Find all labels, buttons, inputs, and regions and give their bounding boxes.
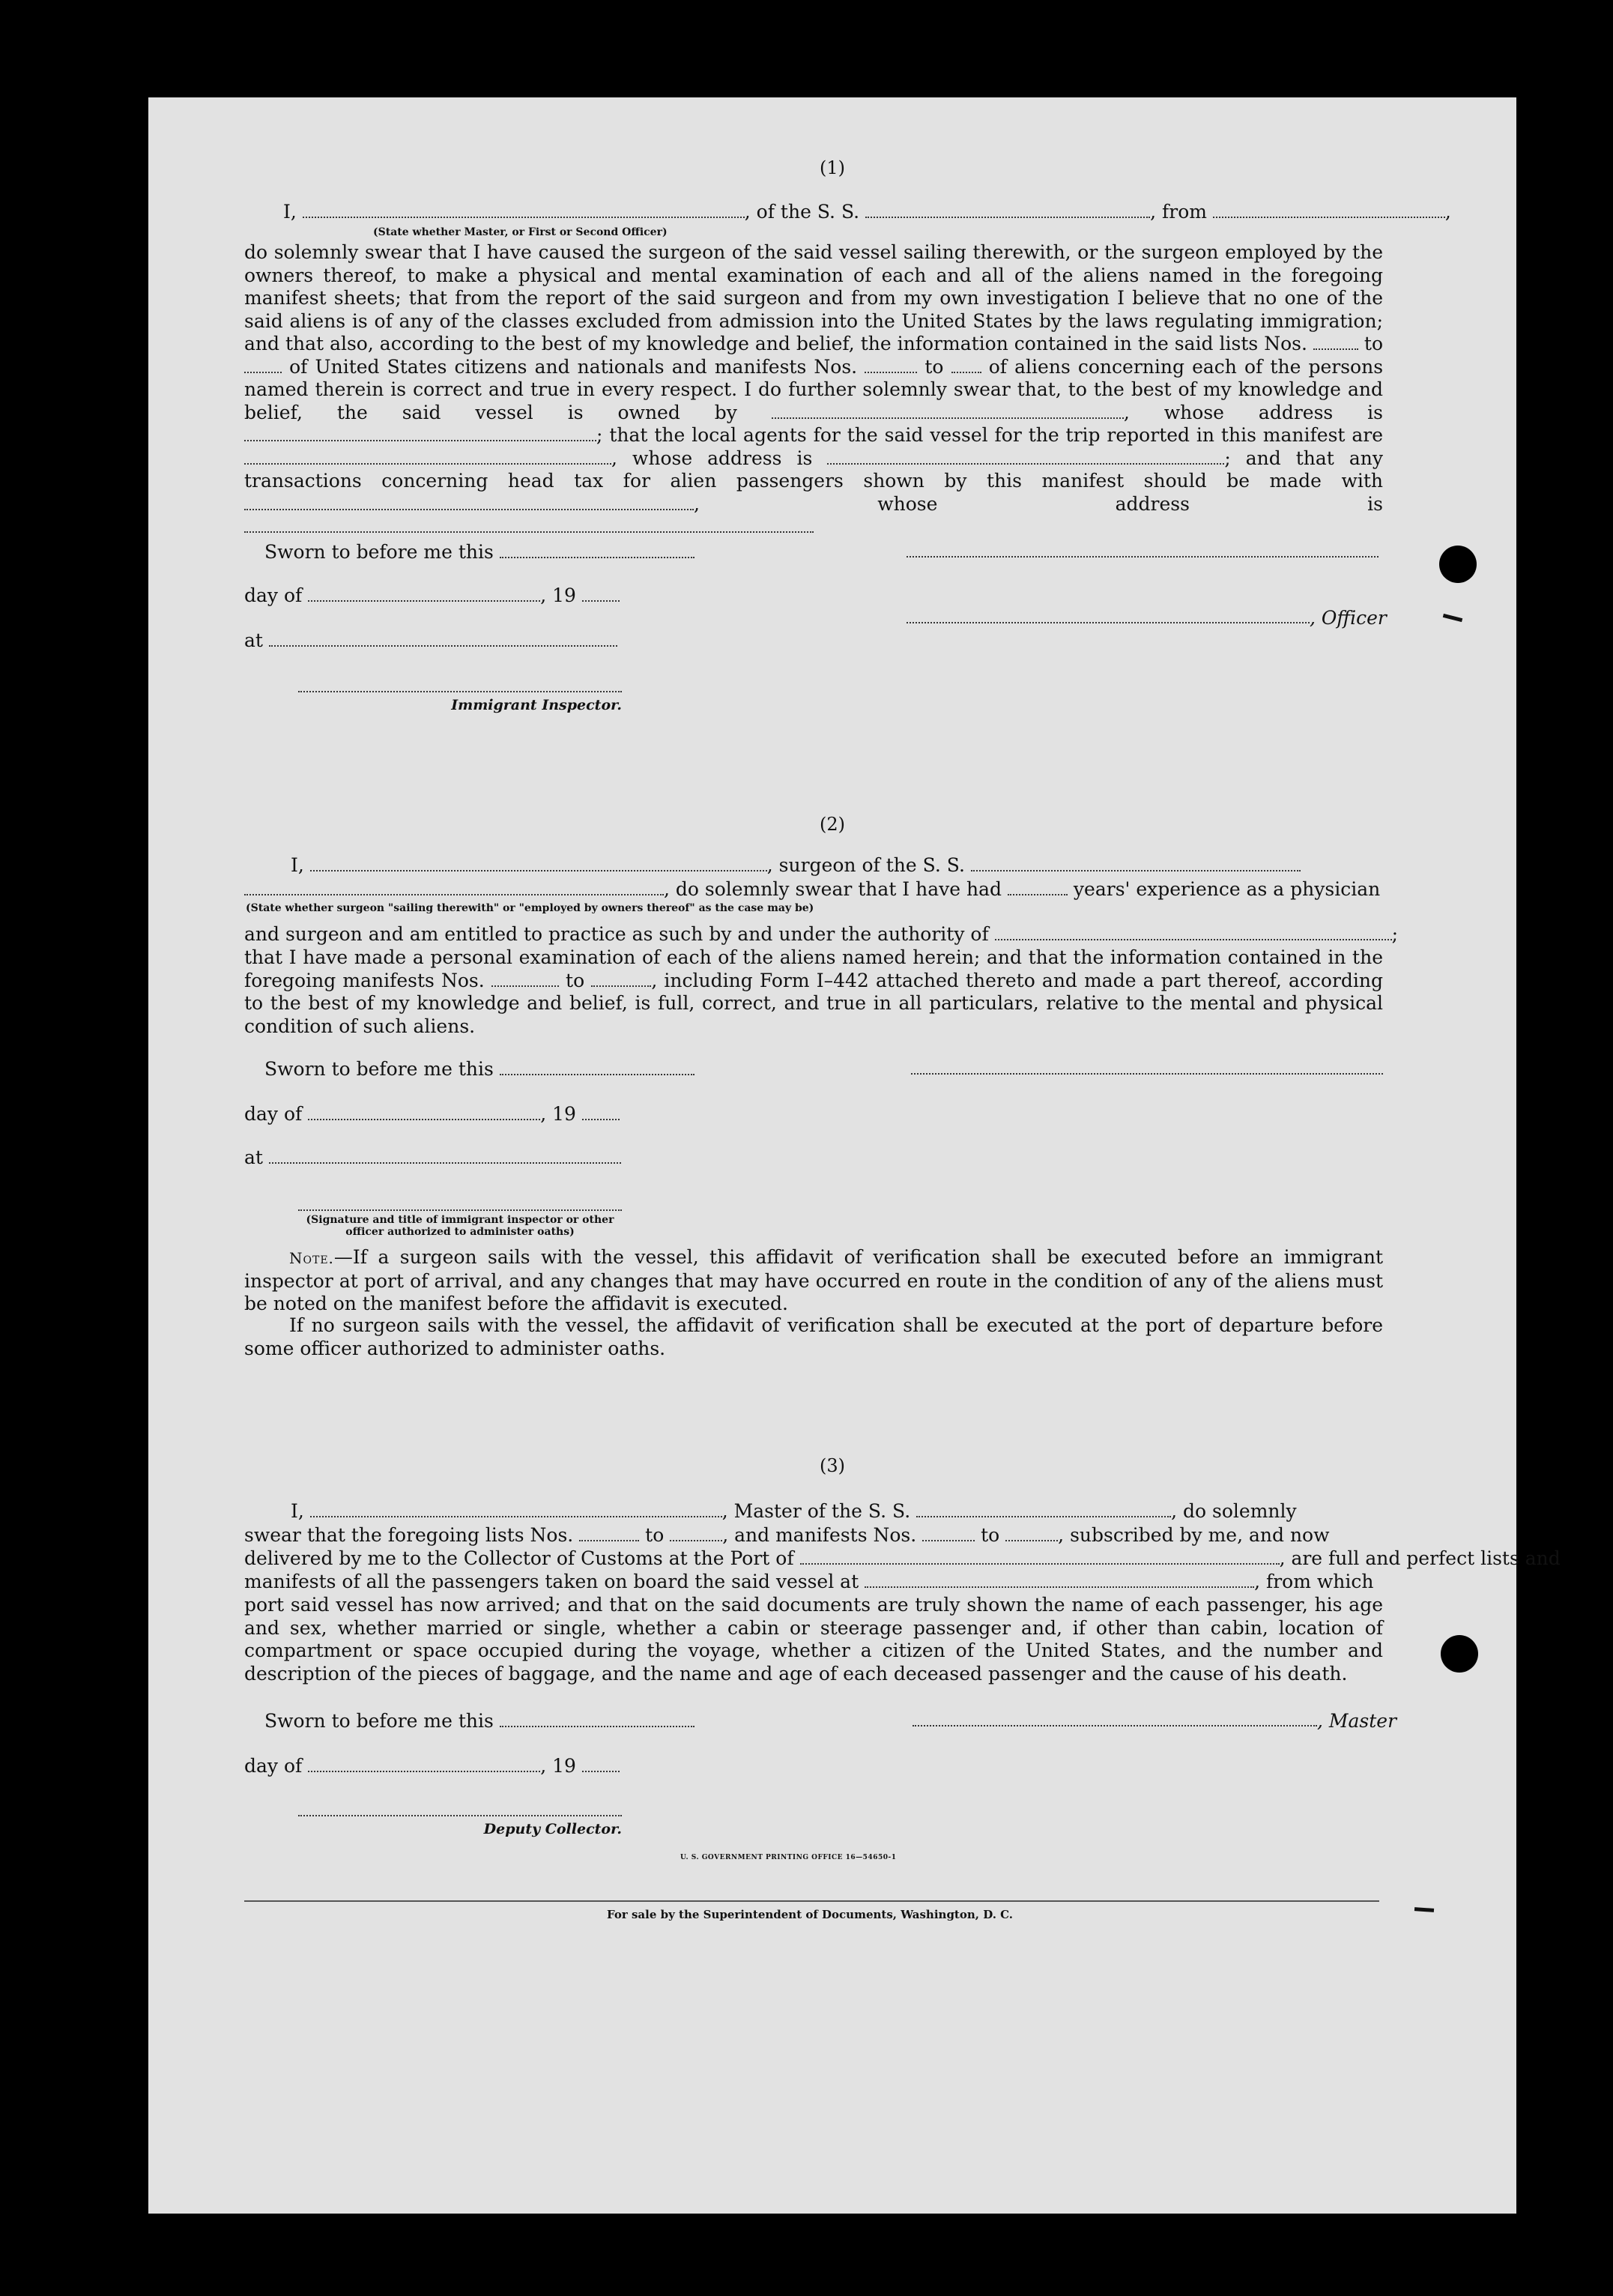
- master-label: , Master: [1317, 1710, 1397, 1732]
- footer-rule: [244, 1900, 1379, 1902]
- body-text: swear that the foregoing lists Nos.: [244, 1524, 574, 1546]
- label-surgeon-of: , surgeon of the S. S.: [766, 854, 965, 876]
- comma: ,: [1444, 201, 1451, 223]
- surgeon-subcaption: (State whether surgeon "sailing therewith" or "employed by owners thereof" as the case may be): [246, 902, 814, 914]
- label-day-of: day of: [244, 1755, 303, 1777]
- label-sworn: Sworn to before me this: [264, 1710, 494, 1732]
- manifests-from-field[interactable]: [865, 358, 917, 373]
- lists-to-field[interactable]: [244, 358, 282, 373]
- body-text: of aliens concerning each of the persons named therein is correct and true in every respect. I do further solemnly swear that, to the best of my knowledge and belief, the said vessel is owned by: [244, 355, 1384, 423]
- body-text: , including Form I–442 attached thereto and made a part thereof, according to the best of my knowledge and belief, is full, correct, and true in all particulars, relative to the mental and physical condition of such aliens.: [244, 969, 1384, 1037]
- at-place-field[interactable]: [269, 632, 617, 647]
- owner-field[interactable]: [772, 404, 1124, 419]
- headtax-contact-field[interactable]: [244, 495, 694, 510]
- sworn-date-field[interactable]: [500, 543, 694, 558]
- authority-field[interactable]: [995, 925, 1392, 940]
- body-text: , are full and perfect lists and: [1279, 1547, 1561, 1569]
- affidavit-2-body: [244, 946, 1383, 1038]
- note-text: —If a surgeon sails with the vessel, this affidavit of verification shall be executed before an immigrant inspector at port of arrival, and any changes that may have occurred en route in the condition of any of the aliens must be noted on the manifest before the affidavit is executed.: [244, 1246, 1383, 1314]
- officer-label: , Officer: [1310, 607, 1387, 629]
- label-to: to: [566, 969, 585, 991]
- scan-mark: [1414, 1907, 1434, 1912]
- year-field[interactable]: [582, 1757, 620, 1772]
- master-name-field[interactable]: [310, 1502, 722, 1517]
- body-text: that I have made a personal examination of each of the aliens named herein; and that the information contained in the foregoing manifests Nos.: [244, 946, 1383, 991]
- officer-name-field[interactable]: [303, 203, 745, 218]
- day-of-field[interactable]: [308, 1757, 540, 1772]
- body-text: , and manifests Nos.: [722, 1524, 917, 1546]
- body-text: of United States citizens and nationals and manifests Nos.: [289, 355, 858, 378]
- semicolon: ;: [1391, 923, 1399, 945]
- semicolon: ;: [596, 424, 603, 446]
- owner-address-field[interactable]: [244, 426, 596, 441]
- label-19: , 19: [540, 1755, 576, 1777]
- agents-field[interactable]: [244, 450, 611, 465]
- label-sworn: Sworn to before me this: [264, 541, 494, 563]
- body-text: years' experience as a physician: [1073, 878, 1381, 900]
- label-19: , 19: [540, 584, 576, 606]
- label-of-ss: , of the S. S.: [744, 201, 860, 223]
- vessel-name-field[interactable]: [865, 203, 1150, 218]
- lists-from-field[interactable]: [1313, 335, 1358, 350]
- label-i: I,: [291, 1500, 304, 1522]
- from-port-field[interactable]: [1213, 203, 1445, 218]
- sale-notice: For sale by the Superintendent of Documents, Washington, D. C.: [607, 1908, 1014, 1921]
- affidavit-3-body: port said vessel has now arrived; and that on the said documents are truly shown the name of each passenger, his age and sex, whether married or single, whether a cabin or steerage passenger and, if other than cabin, location of compartment or space occupied during the voyage, whether a citizen of the United States, and the number and description of the pieces of baggage, and the name and age of each deceased passenger and the cause of his death.: [244, 1594, 1383, 1685]
- body-text: manifests of all the passengers taken on board the said vessel at: [244, 1571, 859, 1592]
- body-text: , do solemnly: [1171, 1500, 1297, 1522]
- officer-title-line[interactable]: [907, 622, 1310, 623]
- body-text: , whose address is: [1123, 401, 1383, 423]
- section-number: (1): [820, 157, 845, 178]
- day-of-field[interactable]: [308, 1105, 540, 1120]
- label-at: at: [244, 629, 263, 651]
- day-of-field[interactable]: [308, 587, 540, 602]
- manifests-to-field[interactable]: [591, 972, 651, 987]
- surgeon-signature-line[interactable]: [911, 1073, 1383, 1075]
- body-text: ; and that any transactions concerning head tax for alien passengers shown by this manifest should be made with: [244, 447, 1383, 492]
- body-text: that the local agents for the said vessel for the trip reported in this manifest are: [609, 424, 1383, 446]
- section-number: (2): [820, 814, 845, 835]
- manifest-form-page: [148, 97, 1561, 2214]
- body-text: delivered by me to the Collector of Customs at the Port of: [244, 1547, 794, 1569]
- label-19: , 19: [540, 1103, 576, 1125]
- inspector-signature-line[interactable]: [298, 1209, 622, 1211]
- section-number: (3): [820, 1455, 845, 1476]
- label-day-of: day of: [244, 1103, 303, 1125]
- body-text: whose address is: [632, 447, 813, 469]
- body-text: , from which: [1254, 1571, 1374, 1592]
- agents-address-field[interactable]: [827, 450, 1224, 465]
- vessel-name-field[interactable]: [971, 857, 1301, 871]
- label-from: , from: [1150, 201, 1207, 223]
- affidavit-1-body: [244, 241, 1383, 539]
- lists-to-field[interactable]: [670, 1526, 722, 1541]
- body-text: , subscribed by me, and now: [1058, 1524, 1330, 1546]
- year-field[interactable]: [582, 587, 620, 602]
- collector-signature-line[interactable]: [298, 1815, 622, 1816]
- body-text: do solemnly swear that I have caused the surgeon of the said vessel sailing therewith, or the surgeon employed by the owners thereof, to make a physical and mental examination of each and all of the aliens named in the foregoing manifest sheets; that from the report of the said surgeon and from my own investigation I believe that no one of the said aliens is of any of the classes excluded from admission into the United States by the laws regulating immigration; and that also, according to the best of my knowledge and belief, the information contained in the said lists Nos.: [244, 241, 1383, 354]
- port-field[interactable]: [800, 1550, 1280, 1565]
- label-to: to: [1364, 333, 1384, 354]
- surgeon-type-field[interactable]: [244, 880, 664, 895]
- manifests-to-field[interactable]: [1005, 1526, 1058, 1541]
- punch-hole: [1441, 1635, 1478, 1673]
- years-field[interactable]: [1008, 880, 1068, 895]
- officer-signature-line[interactable]: [907, 556, 1379, 558]
- officer-subcaption: (State whether Master, or First or Second Officer): [373, 226, 668, 238]
- body-text: , do solemnly swear that I have had: [664, 878, 1002, 900]
- signature-caption: (Signature and title of immigrant inspector or other officer authorized to administer oaths): [306, 1214, 614, 1238]
- headtax-address-field[interactable]: [244, 518, 814, 533]
- immigrant-inspector-label: Immigrant Inspector.: [451, 697, 622, 713]
- surgeon-name-field[interactable]: [310, 857, 767, 871]
- scan-mark: [1443, 614, 1462, 622]
- master-signature-line[interactable]: [913, 1725, 1317, 1726]
- label-day-of: day of: [244, 584, 303, 606]
- gpo-imprint: U. S. GOVERNMENT PRINTING OFFICE 16—54650-1: [680, 1854, 897, 1861]
- label-at: at: [244, 1147, 263, 1168]
- label-to: to: [981, 1524, 1000, 1546]
- label-to: to: [924, 355, 944, 378]
- note-label: Note.: [289, 1249, 334, 1267]
- label-sworn: Sworn to before me this: [264, 1058, 494, 1080]
- note-paragraph: [244, 1246, 1383, 1316]
- manifests-to-field[interactable]: [951, 358, 981, 373]
- label-i: I,: [283, 201, 297, 223]
- sworn-date-field[interactable]: [500, 1060, 694, 1075]
- label-master-of: , Master of the S. S.: [721, 1500, 911, 1522]
- comma: ,: [611, 447, 617, 469]
- body-text: , whose address is: [694, 492, 1383, 515]
- label-i: I,: [291, 854, 304, 876]
- manifests-from-field[interactable]: [922, 1526, 975, 1541]
- departure-port-field[interactable]: [865, 1573, 1254, 1588]
- label-to: to: [645, 1524, 665, 1546]
- body-text: and surgeon and am entitled to practice as such by and under the authority of: [244, 923, 989, 945]
- punch-hole: [1439, 546, 1477, 583]
- lists-from-field[interactable]: [579, 1526, 639, 1541]
- vessel-name-field[interactable]: [916, 1502, 1171, 1517]
- manifests-from-field[interactable]: [491, 972, 559, 987]
- note-paragraph-2: If no surgeon sails with the vessel, the affidavit of verification shall be executed at the port of departure before some officer authorized to administer oaths.: [244, 1314, 1383, 1359]
- sworn-date-field[interactable]: [500, 1712, 694, 1727]
- inspector-signature-line[interactable]: [298, 691, 622, 692]
- year-field[interactable]: [582, 1105, 620, 1120]
- at-place-field[interactable]: [269, 1149, 621, 1164]
- deputy-collector-label: Deputy Collector.: [483, 1821, 622, 1837]
